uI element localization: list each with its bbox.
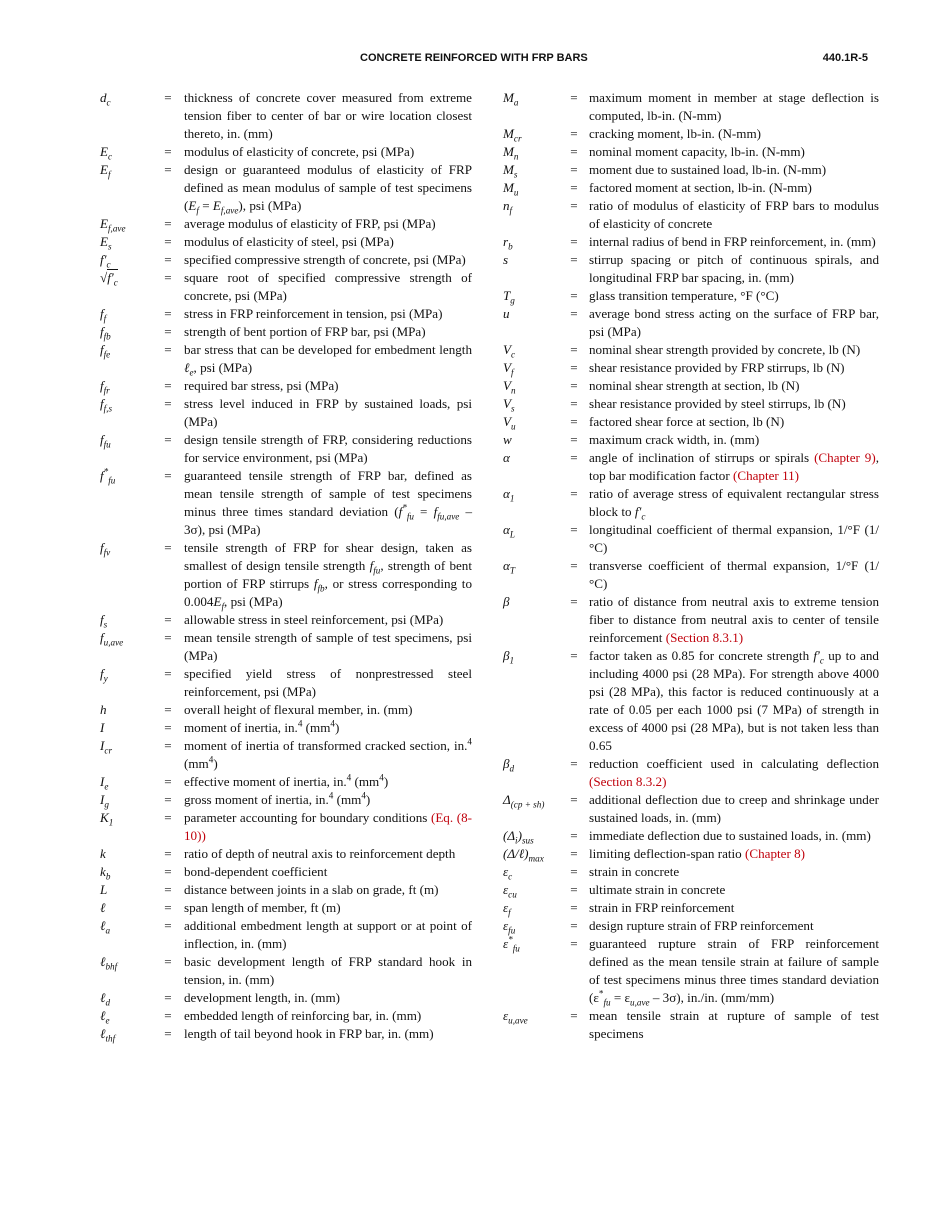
notation-definition: ratio of modulus of elasticity of FRP bars to modulus of elasticity of concrete xyxy=(589,198,879,231)
notation-symbol: $k_b$ xyxy=(100,864,111,882)
equals-sign: = xyxy=(570,234,578,249)
notation-definition: internal radius of bend in FRP reinforcement, in. (mm) xyxy=(589,234,876,249)
notation-symbol: $f_f$ xyxy=(100,306,107,324)
notation-symbol: $M_s$ xyxy=(503,162,518,180)
equals-sign: = xyxy=(570,360,578,375)
running-title: CONCRETE REINFORCED WITH FRP BARS xyxy=(360,52,588,64)
equals-sign: = xyxy=(570,432,578,447)
notation-entry xyxy=(503,341,879,359)
equals-sign: = xyxy=(570,756,578,771)
notation-entry xyxy=(100,989,472,1007)
notation-definition: ratio of average stress of equivalent rectangular stress block to $f'_c$ xyxy=(589,486,879,522)
notation-definition: bond-dependent coefficient xyxy=(184,864,328,879)
notation-entry xyxy=(100,233,472,251)
notation-entry xyxy=(503,143,879,161)
equals-sign: = xyxy=(164,342,172,357)
notation-definition: overall height of flexural member, in. (mm) xyxy=(184,702,413,717)
equals-sign: = xyxy=(570,252,578,267)
notation-symbol: $M_u$ xyxy=(503,180,519,198)
notation-symbol: $\alpha_1$ xyxy=(503,486,515,504)
notation-symbol: ℓ xyxy=(100,900,106,915)
equals-sign: = xyxy=(164,612,172,627)
notation-definition: guaranteed rupture strain of FRP reinforcement defined as the mean tensile strain at failure of sample of test specimens minus three times standard deviation $(\varepsilon^*_{fu} = \varepsilon_{u,ave} - 3\sigma)$, in./in. (mm/mm) xyxy=(589,936,879,1008)
notation-symbol: $M_{cr}$ xyxy=(503,126,522,144)
notation-symbol: $(\Delta_i)_{sus}$ xyxy=(503,828,534,846)
notation-definition: factor taken as 0.85 for concrete strength $f'_c$ up to and including 4000 psi (28 MPa). For strength above 4000 psi (28 MPa), this factor is reduced continuously at a rate of 0.05 per each 1000 psi (7 MPa) of strength in excess of 4000 psi (28 MPa), but is not taken less than 0.65 xyxy=(589,648,879,753)
notation-definition: shear resistance provided by steel stirrups, lb (N) xyxy=(589,396,846,411)
equals-sign: = xyxy=(164,882,172,897)
equals-sign: = xyxy=(164,846,172,861)
notation-symbol: $\varepsilon^*_{fu}$ xyxy=(503,934,520,954)
notation-definition: basic development length of FRP standard hook in tension, in. (mm) xyxy=(184,954,472,987)
notation-entry xyxy=(100,737,472,773)
notation-entry xyxy=(100,845,472,863)
notation-entry xyxy=(100,899,472,917)
notation-entry xyxy=(503,593,879,647)
equals-sign: = xyxy=(570,486,578,501)
notation-entry xyxy=(503,251,879,287)
notation-entry xyxy=(503,89,879,125)
equals-sign: = xyxy=(570,558,578,573)
notation-entry xyxy=(503,485,879,521)
notation-entry xyxy=(503,359,879,377)
notation-definition: strain in FRP reinforcement xyxy=(589,900,735,915)
equals-sign: = xyxy=(164,270,172,285)
notation-entry xyxy=(100,395,472,431)
equals-sign: = xyxy=(570,198,578,213)
notation-definition: length of tail beyond hook in FRP bar, in. (mm) xyxy=(184,1026,434,1041)
notation-symbol: w xyxy=(503,432,512,447)
notation-column-right xyxy=(503,89,879,1043)
notation-entry xyxy=(100,215,472,233)
equals-sign: = xyxy=(164,90,172,105)
equals-sign: = xyxy=(570,180,578,195)
notation-symbol: $\beta_1$ xyxy=(503,648,515,666)
equals-sign: = xyxy=(570,342,578,357)
notation-entry xyxy=(100,431,472,467)
notation-entry xyxy=(503,791,879,827)
equals-sign: = xyxy=(570,864,578,879)
notation-symbol: $f_{u,ave}$ xyxy=(100,630,124,648)
notation-entry xyxy=(100,161,472,215)
notation-symbol: $T_g$ xyxy=(503,288,515,306)
notation-entry xyxy=(100,629,472,665)
notation-symbol: β xyxy=(503,594,510,609)
notation-entry xyxy=(100,611,472,629)
notation-entry xyxy=(503,845,879,863)
equals-sign: = xyxy=(164,252,172,267)
equals-sign: = xyxy=(164,324,172,339)
notation-entry xyxy=(100,377,472,395)
notation-symbol: $V_n$ xyxy=(503,378,516,396)
equals-sign: = xyxy=(164,774,172,789)
notation-symbol: $\varepsilon_{cu}$ xyxy=(503,882,517,900)
notation-symbol: $V_f$ xyxy=(503,360,514,378)
equals-sign: = xyxy=(570,918,578,933)
equals-sign: = xyxy=(164,792,172,807)
equals-sign: = xyxy=(570,414,578,429)
notation-symbol: ℓ$_d$ xyxy=(100,990,111,1008)
notation-symbol: u xyxy=(503,306,510,321)
notation-entry xyxy=(503,899,879,917)
notation-entry xyxy=(100,809,472,845)
notation-symbol: $K_1$ xyxy=(100,810,114,828)
notation-symbol: k xyxy=(100,846,106,861)
notation-entry xyxy=(503,917,879,935)
notation-definition: bar stress that can be developed for embedment length ℓ$_e$, psi (MPa) xyxy=(184,342,472,378)
notation-symbol: $f_s$ xyxy=(100,612,108,630)
notation-entry xyxy=(100,89,472,143)
equals-sign: = xyxy=(164,954,172,969)
equals-sign: = xyxy=(570,648,578,663)
equals-sign: = xyxy=(164,666,172,681)
notation-symbol: $I_g$ xyxy=(100,792,109,810)
notation-definition: ratio of distance from neutral axis to extreme tension fiber to distance from neutral axis to center of tensile reinforcement (Section 8.3.1) xyxy=(589,594,879,645)
notation-symbol: $M_a$ xyxy=(503,90,519,108)
notation-symbol: $E_s$ xyxy=(100,234,112,252)
notation-definition: required bar stress, psi (MPa) xyxy=(184,378,339,393)
notation-symbol: ℓ$_e$ xyxy=(100,1008,110,1026)
notation-entry xyxy=(100,917,472,953)
equals-sign: = xyxy=(164,864,172,879)
notation-definition: thickness of concrete cover measured from extreme tension fiber to center of bar or wire location closest thereto, in. (mm) xyxy=(184,90,472,141)
equals-sign: = xyxy=(164,396,172,411)
notation-definition: maximum moment in member at stage deflection is computed, lb-in. (N-mm) xyxy=(589,90,879,123)
equals-sign: = xyxy=(164,738,172,753)
equals-sign: = xyxy=(570,162,578,177)
page-number: 440.1R-5 xyxy=(822,52,868,64)
notation-entry xyxy=(100,665,472,701)
notation-definition: design tensile strength of FRP, considering reductions for service environment, psi (MPa) xyxy=(184,432,472,465)
notation-definition: ultimate strain in concrete xyxy=(589,882,726,897)
notation-symbol: $\alpha_T$ xyxy=(503,558,515,576)
notation-definition: gross moment of inertia, in.$^4$ $(mm^4)$ xyxy=(184,790,371,807)
notation-definition: stirrup spacing or pitch of continuous spirals, and longitudinal FRP bar spacing, in. (mm) xyxy=(589,252,879,285)
equals-sign: = xyxy=(570,900,578,915)
equals-sign: = xyxy=(164,630,172,645)
notation-entry xyxy=(100,251,472,269)
notation-entry xyxy=(503,305,879,341)
notation-symbol: $\beta_d$ xyxy=(503,756,515,774)
equals-sign: = xyxy=(164,540,172,555)
equals-sign: = xyxy=(570,882,578,897)
page-header xyxy=(0,52,940,70)
notation-entry xyxy=(100,467,472,539)
equals-sign: = xyxy=(164,702,172,717)
notation-definition: parameter accounting for boundary conditions (Eq. (8-10)) xyxy=(184,810,472,843)
notation-symbol: $V_s$ xyxy=(503,396,515,414)
notation-symbol: $I_e$ xyxy=(100,774,109,792)
notation-definition: guaranteed tensile strength of FRP bar, defined as mean tensile strength of sample of test specimens minus three times standard deviation $(f^*_{fu} = f_{fu,ave} - 3\sigma)$, psi (MPa) xyxy=(184,468,472,537)
notation-symbol: $√f'_c$ xyxy=(100,270,118,288)
equals-sign: = xyxy=(164,234,172,249)
equals-sign: = xyxy=(164,306,172,321)
notation-entry xyxy=(503,431,879,449)
notation-entry xyxy=(503,179,879,197)
notation-definition: factored moment at section, lb-in. (N-mm) xyxy=(589,180,812,195)
notation-definition: distance between joints in a slab on grade, ft (m) xyxy=(184,882,439,897)
equals-sign: = xyxy=(570,396,578,411)
notation-entry xyxy=(503,161,879,179)
notation-entry xyxy=(100,773,472,791)
notation-entry xyxy=(503,413,879,431)
notation-definition: moment due to sustained load, lb-in. (N-mm) xyxy=(589,162,827,177)
notation-symbol: $f_{fv}$ xyxy=(100,540,111,558)
equals-sign: = xyxy=(570,594,578,609)
equals-sign: = xyxy=(570,828,578,843)
notation-entry xyxy=(503,125,879,143)
notation-symbol: $f'_c$ xyxy=(100,252,111,270)
notation-entry xyxy=(100,143,472,161)
notation-definition: shear resistance provided by FRP stirrups, lb (N) xyxy=(589,360,845,375)
notation-symbol: $\alpha_L$ xyxy=(503,522,515,540)
notation-entry xyxy=(503,881,879,899)
equals-sign: = xyxy=(570,936,578,951)
notation-symbol: $\varepsilon_{u,ave}$ xyxy=(503,1008,528,1026)
equals-sign: = xyxy=(570,378,578,393)
equals-sign: = xyxy=(164,1008,172,1023)
notation-definition: nominal shear strength provided by concrete, lb (N) xyxy=(589,342,861,357)
notation-symbol: $r_b$ xyxy=(503,234,513,252)
notation-definition: nominal moment capacity, lb-in. (N-mm) xyxy=(589,144,805,159)
equals-sign: = xyxy=(164,900,172,915)
notation-entry xyxy=(100,539,472,611)
equals-sign: = xyxy=(164,810,172,825)
notation-definition: mean tensile strength of sample of test specimens, psi (MPa) xyxy=(184,630,472,663)
notation-definition: design or guaranteed modulus of elasticity of FRP defined as mean modulus of sample of test specimens $(E_f = E_{f,ave})$, psi (MPa) xyxy=(184,162,472,216)
notation-symbol: $\varepsilon_f$ xyxy=(503,900,511,918)
notation-entry xyxy=(503,287,879,305)
notation-symbol: s xyxy=(503,252,509,267)
equals-sign: = xyxy=(164,1026,172,1041)
notation-entry xyxy=(503,935,879,1007)
notation-symbol: $f_y$ xyxy=(100,666,108,684)
notation-definition: embedded length of reinforcing bar, in. (mm) xyxy=(184,1008,422,1023)
notation-entry xyxy=(503,755,879,791)
notation-symbol: $f_{fb}$ xyxy=(100,324,111,342)
notation-entry xyxy=(503,197,879,233)
notation-entry xyxy=(100,1025,472,1043)
notation-symbol: $\Delta_{(cp + sh)}$ xyxy=(503,792,545,810)
equals-sign: = xyxy=(570,450,578,465)
notation-entry xyxy=(100,953,472,989)
notation-definition: reduction coefficient used in calculating deflection (Section 8.3.2) xyxy=(589,756,879,789)
equals-sign: = xyxy=(164,918,172,933)
notation-entry xyxy=(503,449,879,485)
notation-definition: cracking moment, lb-in. (N-mm) xyxy=(589,126,761,141)
notation-entry xyxy=(503,233,879,251)
notation-entry xyxy=(503,377,879,395)
notation-entry xyxy=(100,341,472,377)
notation-symbol: $V_u$ xyxy=(503,414,516,432)
notation-symbol: $E_c$ xyxy=(100,144,113,162)
notation-definition: maximum crack width, in. (mm) xyxy=(589,432,760,447)
notation-symbol: $f^*_{fu}$ xyxy=(100,466,116,486)
equals-sign: = xyxy=(570,90,578,105)
notation-symbol: $f_{fr}$ xyxy=(100,378,110,396)
equals-sign: = xyxy=(570,792,578,807)
notation-entry xyxy=(503,1007,879,1043)
notation-symbol: $E_{f,ave}$ xyxy=(100,216,126,234)
notation-symbol: $I_{cr}$ xyxy=(100,738,113,756)
notation-entry xyxy=(100,269,472,305)
equals-sign: = xyxy=(164,144,172,159)
notation-entry xyxy=(503,827,879,845)
notation-definition: additional deflection due to creep and shrinkage under sustained loads, in. (mm) xyxy=(589,792,879,825)
notation-entry xyxy=(100,305,472,323)
notation-definition: effective moment of inertia, in.$^4$ $(mm^4)$ xyxy=(184,772,389,789)
equals-sign: = xyxy=(164,720,172,735)
notation-symbol: h xyxy=(100,702,107,717)
notation-entry xyxy=(100,323,472,341)
notation-definition: mean tensile strain at rupture of sample of test specimens xyxy=(589,1008,879,1041)
equals-sign: = xyxy=(570,144,578,159)
equals-sign: = xyxy=(164,432,172,447)
notation-entry xyxy=(100,719,472,737)
equals-sign: = xyxy=(164,216,172,231)
equals-sign: = xyxy=(164,468,172,483)
notation-entry xyxy=(100,701,472,719)
notation-symbol: $d_c$ xyxy=(100,90,111,108)
notation-entry xyxy=(503,395,879,413)
notation-definition: modulus of elasticity of concrete, psi (MPa) xyxy=(184,144,415,159)
equals-sign: = xyxy=(164,162,172,177)
notation-symbol: $E_f$ xyxy=(100,162,111,180)
notation-symbol: α xyxy=(503,450,510,465)
notation-definition: limiting deflection-span ratio (Chapter 8) xyxy=(589,846,805,861)
notation-symbol: $f_{fe}$ xyxy=(100,342,111,360)
equals-sign: = xyxy=(570,288,578,303)
notation-definition: immediate deflection due to sustained loads, in. (mm) xyxy=(589,828,871,843)
notation-definition: factored shear force at section, lb (N) xyxy=(589,414,785,429)
notation-column-left xyxy=(100,89,472,1043)
notation-definition: angle of inclination of stirrups or spirals (Chapter 9), top bar modification factor (Chapter 11) xyxy=(589,450,879,483)
equals-sign: = xyxy=(570,522,578,537)
notation-definition: glass transition temperature, °F (°C) xyxy=(589,288,779,303)
notation-symbol: ℓ$_{thf}$ xyxy=(100,1026,116,1044)
notation-definition: moment of inertia, in.$^4$ $(mm^4)$ xyxy=(184,718,340,735)
notation-entry xyxy=(503,647,879,755)
notation-definition: longitudinal coefficient of thermal expansion, 1/°F (1/°C) xyxy=(589,522,879,555)
notation-entry xyxy=(100,1007,472,1025)
notation-definition: average bond stress acting on the surface of FRP bar, psi (MPa) xyxy=(589,306,879,339)
notation-entry xyxy=(100,881,472,899)
notation-definition: stress level induced in FRP by sustained loads, psi (MPa) xyxy=(184,396,472,429)
notation-symbol: ℓ$_{bhf}$ xyxy=(100,954,118,972)
equals-sign: = xyxy=(164,378,172,393)
notation-definition: additional embedment length at support or at point of inflection, in. (mm) xyxy=(184,918,472,951)
equals-sign: = xyxy=(570,306,578,321)
notation-definition: strain in concrete xyxy=(589,864,680,879)
notation-symbol: L xyxy=(100,882,108,897)
equals-sign: = xyxy=(570,126,578,141)
equals-sign: = xyxy=(570,846,578,861)
notation-symbol: $\varepsilon_{fu}$ xyxy=(503,918,516,936)
notation-symbol: $V_c$ xyxy=(503,342,516,360)
notation-definition: specified yield stress of nonprestressed steel reinforcement, psi (MPa) xyxy=(184,666,472,699)
notation-entry xyxy=(100,791,472,809)
equals-sign: = xyxy=(164,990,172,1005)
notation-entry xyxy=(100,863,472,881)
notation-symbol: ℓ$_a$ xyxy=(100,918,111,936)
notation-definition: stress in FRP reinforcement in tension, psi (MPa) xyxy=(184,306,443,321)
notation-definition: tensile strength of FRP for shear design, taken as smallest of design tensile strength $f_{fu}$, strength of bent portion of FRP stirrups $f_{fb}$, or stress corresponding to $0.004E_f$, psi (MPa) xyxy=(184,540,472,612)
notation-symbol: I xyxy=(100,720,105,735)
notation-definition: allowable stress in steel reinforcement, psi (MPa) xyxy=(184,612,444,627)
notation-symbol: $n_f$ xyxy=(503,198,513,216)
notation-definition: span length of member, ft (m) xyxy=(184,900,341,915)
notation-symbol: $M_n$ xyxy=(503,144,519,162)
notation-definition: specified compressive strength of concrete, psi (MPa) xyxy=(184,252,466,267)
notation-definition: moment of inertia of transformed cracked section, in.$^4$ $(mm^4)$ xyxy=(184,736,472,771)
notation-entry xyxy=(503,863,879,881)
notation-definition: strength of bent portion of FRP bar, psi (MPa) xyxy=(184,324,426,339)
notation-definition: transverse coefficient of thermal expansion, 1/°F (1/°C) xyxy=(589,558,879,591)
notation-definition: modulus of elasticity of steel, psi (MPa) xyxy=(184,234,394,249)
notation-definition: nominal shear strength at section, lb (N) xyxy=(589,378,800,393)
notation-symbol: $\varepsilon_c$ xyxy=(503,864,513,882)
notation-definition: square root of specified compressive strength of concrete, psi (MPa) xyxy=(184,270,472,303)
notation-entry xyxy=(503,521,879,557)
notation-symbol: $f_{f,s}$ xyxy=(100,396,113,414)
notation-definition: average modulus of elasticity of FRP, psi (MPa) xyxy=(184,216,436,231)
notation-symbol: $f_{fu}$ xyxy=(100,432,111,450)
notation-definition: development length, in. (mm) xyxy=(184,990,340,1005)
notation-entry xyxy=(503,557,879,593)
equals-sign: = xyxy=(570,1008,578,1023)
notation-symbol: $(\Delta/\ell)_{max}$ xyxy=(503,846,544,864)
notation-definition: design rupture strain of FRP reinforcement xyxy=(589,918,814,933)
notation-definition: ratio of depth of neutral axis to reinforcement depth xyxy=(184,846,456,861)
